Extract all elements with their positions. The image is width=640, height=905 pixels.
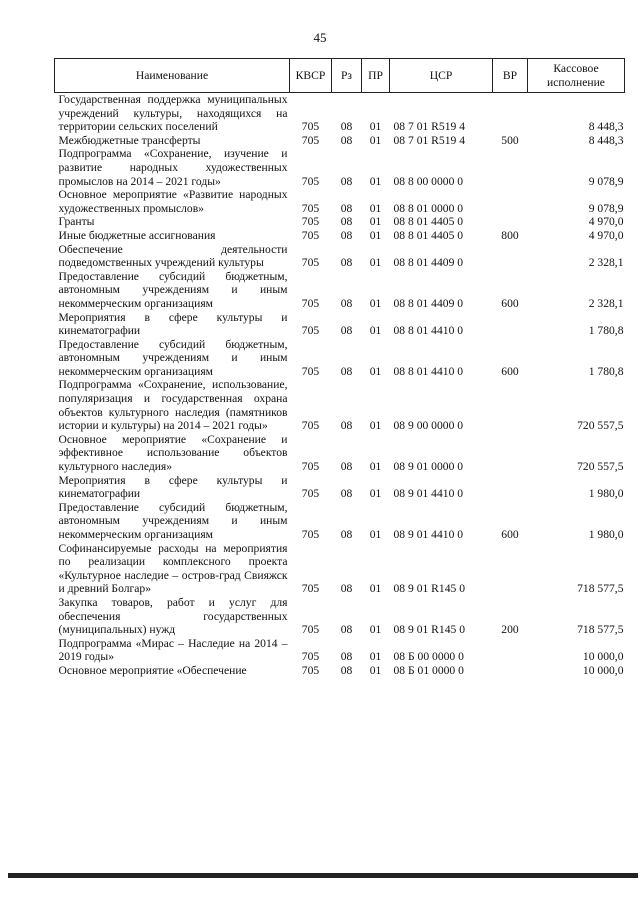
page-bottom-rule [8, 873, 638, 878]
row-rz: 08 [340, 120, 353, 134]
column-header-name: Наименование [55, 59, 290, 93]
row-kasa: 4 970,0 [588, 228, 624, 242]
table-row [55, 134, 625, 148]
page-number: 45 [313, 30, 327, 45]
row-kvsr: 705 [301, 215, 320, 229]
row-rz: 08 [340, 650, 353, 664]
row-name: Государственная поддержка муниципальных учреждений культуры, находящихся на территории сельских поселений [58, 93, 288, 134]
row-name: Обеспечение деятельности подведомственных учреждений культуры [58, 242, 288, 270]
row-vr [493, 147, 528, 188]
row-kasa: 718 577,5 [577, 623, 624, 637]
row-vr [493, 93, 528, 134]
row-csr: 08 7 01 R519 4 [393, 133, 465, 147]
row-rz: 08 [340, 256, 353, 270]
row-csr: 08 9 01 0000 0 [393, 460, 464, 474]
row-rz: 08 [340, 228, 353, 242]
row-name: Основное мероприятие «Обеспечение [58, 663, 247, 677]
row-csr: 08 8 01 4410 0 [393, 364, 464, 378]
row-name: Межбюджетные трансферты [58, 133, 201, 147]
row-kvsr: 705 [301, 582, 320, 596]
row-vr [493, 243, 528, 270]
row-pr: 01 [369, 364, 382, 378]
row-pr: 01 [369, 201, 382, 215]
row-kasa: 1 980,0 [588, 528, 624, 541]
row-vr: 500 [501, 133, 519, 147]
row-rz: 08 [340, 582, 353, 596]
row-name: Основное мероприятие «Развитие народных художественных промыслов» [58, 188, 288, 215]
row-vr [493, 542, 528, 596]
row-kvsr: 705 [301, 528, 320, 541]
row-rz: 08 [340, 528, 353, 541]
row-name: Мероприятия в сфере культуры и кинематографии [58, 310, 288, 338]
budget-table [54, 58, 625, 678]
row-vr [493, 215, 528, 229]
row-name: Иные бюджетные ассигнования [58, 228, 216, 242]
row-kvsr: 705 [301, 650, 320, 664]
table-row [55, 433, 625, 474]
column-header-kasa: Кассовое исполнение [528, 59, 625, 93]
row-kvsr: 705 [301, 256, 320, 270]
row-vr [493, 664, 528, 678]
row-csr: 08 8 01 0000 0 [393, 201, 464, 215]
row-kasa: 1 780,8 [588, 324, 624, 338]
row-pr: 01 [369, 133, 382, 147]
table-row [55, 542, 625, 596]
table-row [55, 474, 625, 501]
row-csr: 08 8 01 4405 0 [393, 228, 464, 242]
row-name: Подпрограмма «Сохранение, использование, популяризация и государственная охрана объектов культурного наследия (памятников истории и культуры) на 2014 – 2021 годы» [58, 378, 288, 433]
row-pr: 01 [369, 528, 382, 541]
row-kasa: 8 448,3 [588, 133, 624, 147]
row-name: Подпрограмма «Сохранение, изучение и развитие народных художественных промыслов на 2014 – 2021 годы» [58, 147, 288, 188]
row-rz: 08 [340, 174, 353, 188]
row-pr: 01 [369, 296, 382, 310]
row-vr: 600 [501, 296, 519, 310]
row-kvsr: 705 [301, 133, 320, 147]
row-vr [493, 378, 528, 432]
column-header-csr: ЦСР [390, 59, 493, 93]
row-kasa: 8 448,3 [588, 120, 624, 134]
row-pr: 01 [369, 324, 382, 338]
row-kvsr: 705 [301, 296, 320, 310]
row-vr: 600 [501, 364, 519, 378]
row-name: Подпрограмма «Мирас – Наследие на 2014 – 2019 годы» [58, 636, 288, 664]
row-kvsr: 705 [301, 460, 320, 474]
row-csr: 08 9 01 4410 0 [393, 487, 464, 501]
table-row [55, 229, 625, 243]
row-name: Гранты [58, 215, 95, 229]
row-vr [493, 474, 528, 501]
row-csr: 08 8 01 4409 0 [393, 256, 464, 270]
table-row [55, 338, 625, 379]
row-rz: 08 [340, 364, 353, 378]
row-pr: 01 [369, 650, 382, 664]
row-rz: 08 [340, 460, 353, 474]
row-rz: 08 [340, 663, 353, 677]
row-kasa: 1 780,8 [588, 364, 624, 378]
table-header [55, 59, 625, 93]
row-csr: 08 8 01 4405 0 [393, 215, 464, 229]
row-csr: 08 9 01 4410 0 [393, 528, 464, 541]
row-name: Основное мероприятие «Сохранение и эффективное использование объектов культурного наследия» [58, 432, 288, 474]
row-csr: 08 8 01 4409 0 [393, 296, 464, 310]
table-row [55, 243, 625, 270]
column-header-pr: ПР [362, 59, 390, 93]
table-row [55, 664, 625, 678]
row-name: Предоставление субсидий бюджетным, автономным учреждениям и иным некоммерческим организациям [58, 337, 288, 378]
row-vr [493, 433, 528, 474]
row-pr: 01 [369, 120, 382, 134]
table-row [55, 188, 625, 215]
row-vr: 600 [501, 528, 519, 541]
row-pr: 01 [369, 419, 382, 433]
row-pr: 01 [369, 623, 382, 637]
row-pr: 01 [369, 582, 382, 596]
row-kvsr: 705 [301, 663, 320, 677]
row-kvsr: 705 [301, 623, 320, 637]
row-rz: 08 [340, 296, 353, 310]
row-csr: 08 8 01 4410 0 [393, 324, 464, 338]
row-name: Предоставление субсидий бюджетным, автономным учреждениям и иным некоммерческим организациям [58, 269, 288, 310]
table-body [55, 93, 625, 678]
row-vr [493, 188, 528, 215]
row-pr: 01 [369, 460, 382, 474]
row-pr: 01 [369, 487, 382, 501]
column-header-vr: ВР [493, 59, 528, 93]
row-name: Софинансируемые расходы на мероприятия по реализации комплексного проекта «Культурное наследие – остров-град Свияжск и древний Болгар» [58, 541, 288, 596]
row-kasa: 2 328,1 [588, 256, 624, 270]
table-row [55, 270, 625, 311]
row-kvsr: 705 [301, 487, 320, 501]
row-rz: 08 [340, 215, 353, 229]
table-row [55, 637, 625, 664]
row-csr: 08 9 01 R145 0 [393, 623, 465, 637]
row-rz: 08 [340, 419, 353, 433]
column-header-rz: Рз [332, 59, 362, 93]
row-kvsr: 705 [301, 324, 320, 338]
row-rz: 08 [340, 324, 353, 338]
table-row [55, 215, 625, 229]
row-kvsr: 705 [301, 419, 320, 433]
table-row [55, 501, 625, 542]
row-kasa: 2 328,1 [588, 296, 624, 310]
table-row [55, 93, 625, 134]
row-rz: 08 [340, 487, 353, 501]
row-name: Мероприятия в сфере культуры и кинематографии [58, 473, 288, 501]
row-kvsr: 705 [301, 201, 320, 215]
row-kvsr: 705 [301, 174, 320, 188]
row-kasa: 10 000,0 [582, 650, 624, 664]
row-kvsr: 705 [301, 120, 320, 134]
row-name: Закупка товаров, работ и услуг для обеспечения государственных (муниципальных) нужд [58, 595, 288, 637]
row-rz: 08 [340, 201, 353, 215]
row-kvsr: 705 [301, 364, 320, 378]
table-row [55, 596, 625, 637]
row-kasa: 720 557,5 [577, 419, 624, 433]
row-name: Предоставление субсидий бюджетным, автономным учреждениям и иным некоммерческим организациям [58, 500, 288, 541]
row-pr: 01 [369, 228, 382, 242]
row-rz: 08 [340, 623, 353, 637]
row-kasa: 720 557,5 [577, 460, 624, 474]
row-pr: 01 [369, 256, 382, 270]
table-row [55, 311, 625, 338]
row-kasa: 9 078,9 [588, 174, 624, 188]
row-kasa: 718 577,5 [577, 582, 624, 596]
row-pr: 01 [369, 663, 382, 677]
row-pr: 01 [369, 215, 382, 229]
table-row [55, 378, 625, 432]
row-kvsr: 705 [301, 228, 320, 242]
row-vr: 800 [501, 228, 519, 242]
row-vr: 200 [501, 623, 519, 637]
row-kasa: 4 970,0 [588, 215, 624, 229]
column-header-kvsr: КВСР [290, 59, 332, 93]
row-csr: 08 8 00 0000 0 [393, 174, 464, 188]
row-kasa: 10 000,0 [582, 663, 624, 677]
row-csr: 08 9 01 R145 0 [393, 582, 465, 596]
row-pr: 01 [369, 174, 382, 188]
table-row [55, 147, 625, 188]
row-kasa: 9 078,9 [588, 201, 624, 215]
row-vr [493, 637, 528, 664]
row-rz: 08 [340, 133, 353, 147]
row-csr: 08 7 01 R519 4 [393, 120, 465, 134]
row-csr: 08 Б 01 0000 0 [393, 663, 464, 677]
row-vr [493, 311, 528, 338]
row-csr: 08 Б 00 0000 0 [393, 650, 464, 664]
row-csr: 08 9 00 0000 0 [393, 419, 464, 433]
row-kasa: 1 980,0 [588, 487, 624, 501]
